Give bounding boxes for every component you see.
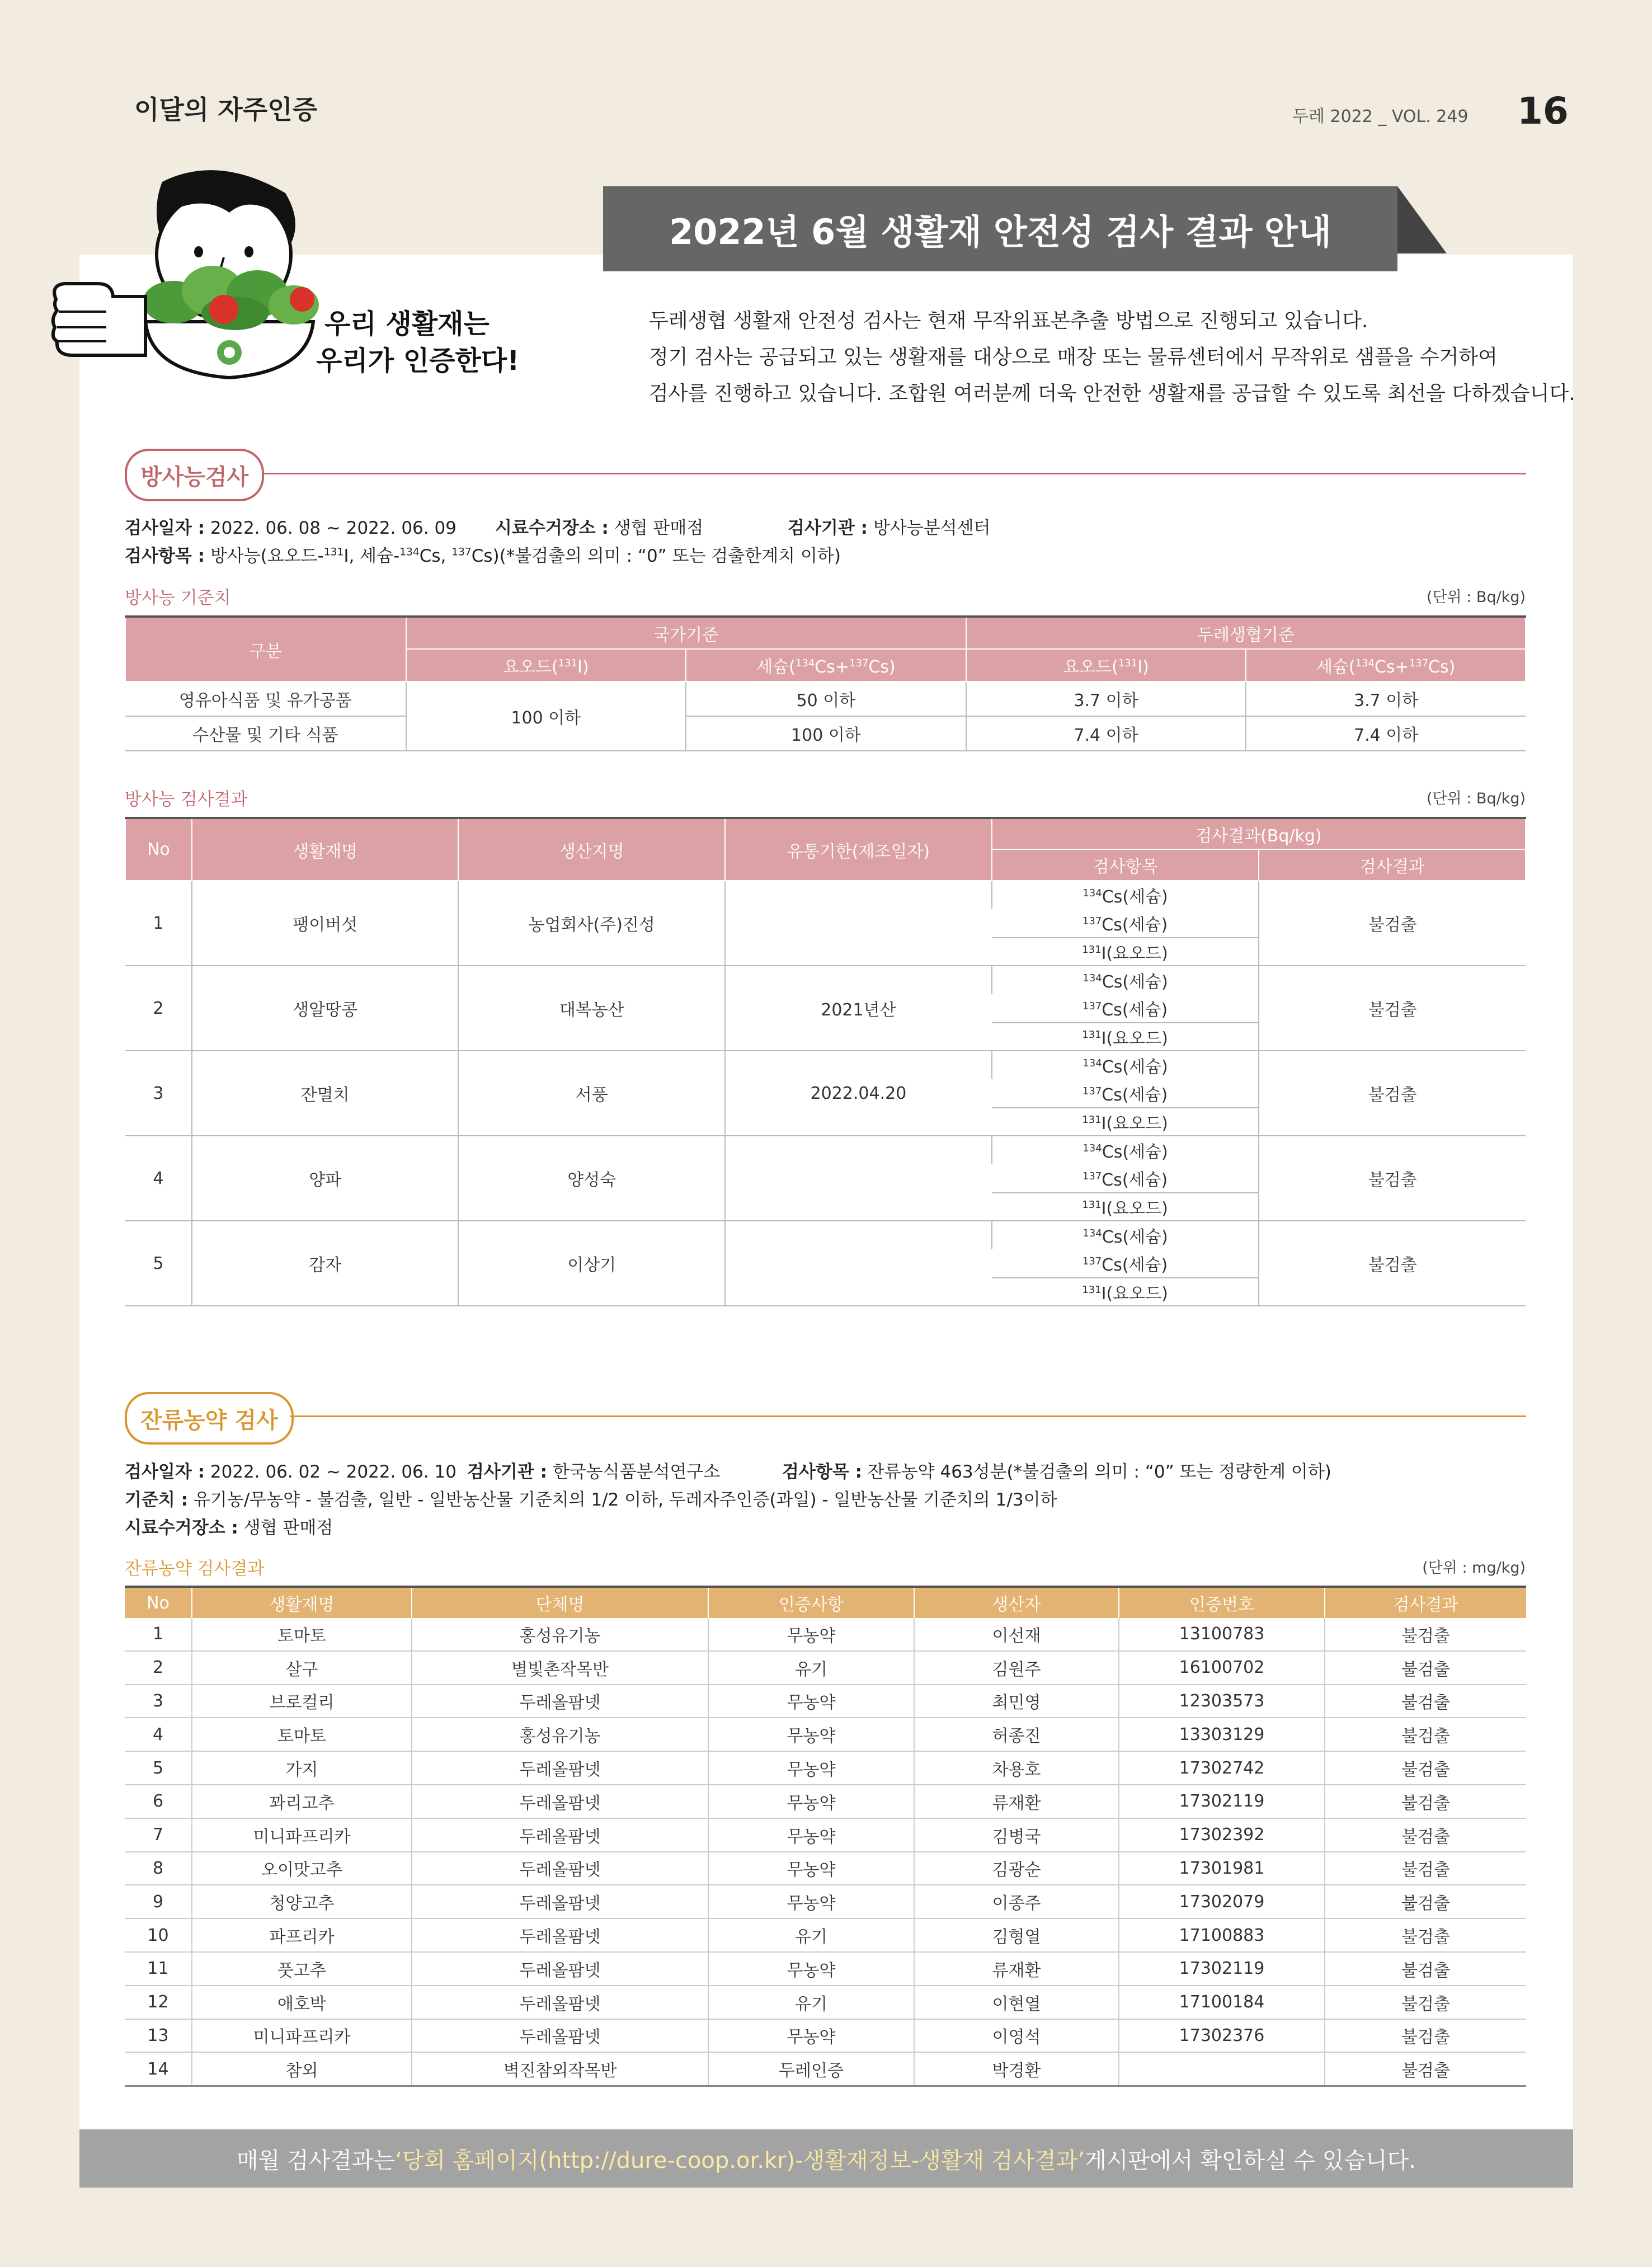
header-dure: 두레생협기준 [966, 617, 1526, 649]
table-cell: 살구 [192, 1651, 412, 1685]
pesticide-results-table [125, 1586, 1526, 2087]
table-cell: 풋고추 [192, 1952, 412, 1986]
banner-tab [1397, 186, 1447, 253]
table-cell: 미니파프리카 [192, 1818, 412, 1852]
intro-line: 정기 검사는 공급되고 있는 생활재를 대상으로 매장 또는 물류센터에서 무작위로 샘플을 수거하여 [649, 346, 1498, 369]
table-cell: 무농약 [708, 1685, 914, 1718]
header-cell: No [125, 1587, 192, 1618]
intro-line: 검사를 진행하고 있습니다. 조합원 여러분께 더욱 안전한 생활재를 공급할 수 있도록 최선을 다하겠습니다. [649, 382, 1575, 405]
table-cell: 이현열 [914, 1986, 1119, 2019]
table-cell: 이선재 [914, 1618, 1119, 1651]
table-cell: 유기 [708, 1651, 914, 1685]
table-cell: 17302742 [1119, 1751, 1325, 1785]
radiation-standards-table [125, 615, 1526, 751]
table-row [125, 1918, 1526, 1952]
table-cell: 7.4 이하 [1246, 716, 1526, 751]
table-cell: 브로컬리 [192, 1685, 412, 1718]
result-cell: 불검출 [1259, 966, 1526, 1051]
page-title: 2022년 6월 생활재 안전성 검사 결과 안내 [603, 186, 1397, 271]
table-cell: 미니파프리카 [192, 2019, 412, 2053]
header-result-group: 검사결과(Bq/kg) [992, 818, 1526, 849]
test-item-cell: $^{137}$Cs(세슘) [992, 994, 1259, 1023]
standards-unit: (단위 : Bq/kg) [1426, 589, 1526, 606]
table-cell: 1 [125, 881, 192, 966]
pesticide-section-title: 잔류농약 검사 [125, 1392, 294, 1445]
table-cell: 13100783 [1119, 1618, 1325, 1651]
table-cell: 17302392 [1119, 1818, 1325, 1852]
table-cell: 최민영 [914, 1685, 1119, 1718]
table-cell: 영유아식품 및 유가공품 [125, 681, 406, 716]
table-cell: 무농약 [708, 1885, 914, 1918]
meta-label: 검사항목 : [125, 546, 205, 566]
header-item: 생활재명 [192, 818, 459, 881]
table-cell: 김원주 [914, 1651, 1119, 1685]
table-cell: 12303573 [1119, 1685, 1325, 1718]
table-cell: 벽진참외작목반 [412, 2052, 708, 2086]
table-cell: 청양고추 [192, 1885, 412, 1918]
radiation-divider [262, 473, 1526, 474]
table-cell: 감자 [192, 1221, 459, 1306]
table-cell: 2022.04.20 [725, 1051, 992, 1136]
test-item-cell: $^{134}$Cs(세슘) [992, 881, 1259, 909]
meta-label: 검사항목 : [782, 1462, 862, 1482]
result-cell: 불검출 [1259, 1221, 1526, 1306]
table-cell: 별빛촌작목반 [412, 1651, 708, 1685]
table-row [125, 1852, 1526, 1885]
table-cell: 꽈리고추 [192, 1785, 412, 1818]
table-cell: 7.4 이하 [966, 716, 1246, 751]
table-cell: 두레올팜넷 [412, 1818, 708, 1852]
header-iodine: 요오드($^{131}$I) [966, 649, 1246, 681]
table-cell: 두레올팜넷 [412, 1986, 708, 2019]
table-cell: 3.7 이하 [966, 681, 1246, 716]
table-cell: 팽이버섯 [192, 881, 459, 966]
table-cell: 불검출 [1325, 2019, 1526, 2053]
header-cesium: 세슘($^{134}$Cs+$^{137}$Cs) [686, 649, 966, 681]
result-cell: 불검출 [1259, 1051, 1526, 1136]
pesticide-meta-criteria [125, 1485, 1057, 1511]
test-item-cell: $^{137}$Cs(세슘) [992, 1164, 1259, 1193]
result-cell: 불검출 [1259, 881, 1526, 966]
pesticide-meta-items [782, 1457, 1331, 1483]
table-cell: 9 [125, 1885, 192, 1918]
test-item-cell: $^{131}$I(요오드) [992, 938, 1259, 966]
meta-value: 유기농/무농약 - 불검출, 일반 - 일반농산물 기준치의 1/2 이하, 두레자주인증(과일) - 일반농산물 기준치의 1/3이하 [193, 1490, 1057, 1510]
table-cell: 두레올팜넷 [412, 1952, 708, 1986]
table-cell: 2 [125, 966, 192, 1051]
test-item-cell: $^{131}$I(요오드) [992, 1023, 1259, 1051]
table-cell: 불검출 [1325, 1618, 1526, 1651]
meta-label: 검사일자 : [125, 518, 205, 538]
test-item-cell: $^{134}$Cs(세슘) [992, 1136, 1259, 1164]
table-cell: 50 이하 [686, 681, 966, 716]
table-cell: 농업회사(주)진성 [458, 881, 725, 966]
test-item-cell: $^{137}$Cs(세슘) [992, 1249, 1259, 1278]
meta-value: 잔류농약 463성분(*불검출의 의미 : “0” 또는 정량한계 이하) [867, 1462, 1331, 1482]
table-cell: 5 [125, 1221, 192, 1306]
radiation-section-title: 방사능검사 [125, 449, 264, 501]
test-item-cell: $^{134}$Cs(세슘) [992, 966, 1259, 994]
footer-note [79, 2129, 1573, 2188]
standards-caption: 방사능 기준치 [125, 588, 231, 608]
table-cell [725, 1221, 992, 1306]
table-cell: 4 [125, 1718, 192, 1751]
header-no: No [125, 818, 192, 881]
table-cell: 3.7 이하 [1246, 681, 1526, 716]
table-cell: 14 [125, 2052, 192, 2086]
test-item-cell: $^{134}$Cs(세슘) [992, 1221, 1259, 1249]
header-cell: 단체명 [412, 1587, 708, 1618]
table-cell: 무농약 [708, 1952, 914, 1986]
table-cell: 불검출 [1325, 1718, 1526, 1751]
header-cell: 인증사항 [708, 1587, 914, 1618]
table-row [125, 1751, 1526, 1785]
slogan-line1: 우리 생활재는 [324, 308, 490, 340]
table-cell: 4 [125, 1136, 192, 1221]
meta-value: 2022. 06. 08 ~ 2022. 06. 09 [210, 518, 456, 538]
table-cell: 17100184 [1119, 1986, 1325, 2019]
meta-label: 시료수거장소 : [495, 518, 609, 538]
table-cell: 김형열 [914, 1918, 1119, 1952]
meta-label: 기준치 : [125, 1490, 189, 1510]
table-cell: 17302079 [1119, 1885, 1325, 1918]
table-cell [725, 881, 992, 966]
table-cell: 무농약 [708, 2019, 914, 2053]
table-cell: 두레인증 [708, 2052, 914, 2086]
intro-line: 두레생협 생활재 안전성 검사는 현재 무작위표본추출 방법으로 진행되고 있습니다. [649, 309, 1368, 332]
meta-value: 방사능(요오드-$^{131}$I, 세슘-$^{134}$Cs, $^{137}$Cs)(*불검출의 의미 : “0” 또는 검출한계치 이하) [210, 546, 841, 566]
table-row [125, 1818, 1526, 1852]
footer-suffix: 게시판에서 확인하실 수 있습니다. [1085, 2147, 1416, 2174]
meta-label: 검사기관 : [788, 518, 868, 538]
radiation-results-table [125, 817, 1526, 1306]
table-cell: 불검출 [1325, 1785, 1526, 1818]
table-cell: 불검출 [1325, 1986, 1526, 2019]
pesticide-meta-agency [467, 1457, 720, 1483]
table-cell: 무농약 [708, 1718, 914, 1751]
table-cell: 2 [125, 1651, 192, 1685]
header-cell: 인증번호 [1119, 1587, 1325, 1618]
results-caption: 방사능 검사결과 [125, 789, 248, 810]
table-cell: 12 [125, 1986, 192, 2019]
table-row [125, 1718, 1526, 1751]
table-cell: 토마토 [192, 1618, 412, 1651]
header-cell: 생산자 [914, 1587, 1119, 1618]
table-cell: 양파 [192, 1136, 459, 1221]
table-row [125, 1785, 1526, 1818]
table-cell: 불검출 [1325, 1885, 1526, 1918]
table-cell: 홍성유기농 [412, 1718, 708, 1751]
table-cell: 두레올팜넷 [412, 1885, 708, 1918]
table-cell: 11 [125, 1952, 192, 1986]
test-item-cell: $^{137}$Cs(세슘) [992, 1079, 1259, 1108]
table-cell: 토마토 [192, 1718, 412, 1751]
test-item-cell: $^{131}$I(요오드) [992, 1193, 1259, 1221]
test-item-cell: $^{131}$I(요오드) [992, 1278, 1259, 1306]
section-label: 이달의 자주인증 [134, 95, 318, 125]
table-cell: 양성숙 [458, 1136, 725, 1221]
header-test-item: 검사항목 [992, 849, 1259, 881]
table-cell: 두레올팜넷 [412, 1785, 708, 1818]
table-row [125, 1618, 1526, 1651]
table-cell: 두레올팜넷 [412, 2019, 708, 2053]
table-cell: 두레올팜넷 [412, 1852, 708, 1885]
meta-value: 한국농식품분석연구소 [552, 1462, 721, 1482]
table-row [125, 1986, 1526, 2019]
pesticide-caption: 잔류농약 검사결과 [125, 1559, 265, 1579]
header-cell: 검사결과 [1325, 1587, 1526, 1618]
page-number: 16 [1517, 90, 1569, 133]
footer-prefix: 매월 검사결과는 [237, 2147, 396, 2174]
test-item-cell: $^{134}$Cs(세슘) [992, 1051, 1259, 1079]
table-row [125, 1651, 1526, 1685]
table-cell: 무농약 [708, 1618, 914, 1651]
table-cell: 10 [125, 1918, 192, 1952]
table-cell: 박경환 [914, 2052, 1119, 2086]
table-cell: 불검출 [1325, 1918, 1526, 1952]
table-cell: 불검출 [1325, 1852, 1526, 1885]
table-cell: 1 [125, 1618, 192, 1651]
table-row [125, 2052, 1526, 2086]
table-cell [725, 1136, 992, 1221]
table-cell: 13303129 [1119, 1718, 1325, 1751]
pesticide-meta-date [125, 1457, 456, 1483]
table-cell: 무농약 [708, 1818, 914, 1852]
header-producer: 생산지명 [458, 818, 725, 881]
table-row [125, 1952, 1526, 1986]
radiation-meta-line1 [125, 514, 456, 539]
table-cell: 불검출 [1325, 1818, 1526, 1852]
table-cell: 16100702 [1119, 1651, 1325, 1685]
issue-label: 두레 2022 _ VOL. 249 [1292, 107, 1469, 126]
header-iodine: 요오드($^{131}$I) [406, 649, 686, 681]
table-cell: 100 이하 [686, 716, 966, 751]
table-cell: 차용호 [914, 1751, 1119, 1785]
table-cell: 두레올팜넷 [412, 1685, 708, 1718]
table-cell: 무농약 [708, 1852, 914, 1885]
test-item-cell: $^{137}$Cs(세슘) [992, 909, 1259, 938]
pesticide-divider [290, 1415, 1526, 1417]
table-cell: 유기 [708, 1918, 914, 1952]
table-cell: 3 [125, 1685, 192, 1718]
table-cell: 불검출 [1325, 1952, 1526, 1986]
header-category: 구분 [125, 617, 406, 681]
header-national: 국가기준 [406, 617, 966, 649]
table-cell: 7 [125, 1818, 192, 1852]
header-cesium: 세슘($^{134}$Cs+$^{137}$Cs) [1246, 649, 1526, 681]
table-cell: 17301981 [1119, 1852, 1325, 1885]
meta-value: 생협 판매점 [243, 1518, 333, 1538]
meta-label: 검사일자 : [125, 1462, 205, 1482]
table-cell: 류재환 [914, 1952, 1119, 1986]
meta-value: 2022. 06. 02 ~ 2022. 06. 10 [210, 1462, 456, 1482]
meta-value: 생협 판매점 [614, 518, 704, 538]
table-cell: 무농약 [708, 1785, 914, 1818]
meta-value: 방사능분석센터 [873, 518, 991, 538]
result-cell: 불검출 [1259, 1136, 1526, 1221]
table-cell: 오이맛고추 [192, 1852, 412, 1885]
table-cell: 애호박 [192, 1986, 412, 2019]
table-cell: 이상기 [458, 1221, 725, 1306]
table-cell: 이종주 [914, 1885, 1119, 1918]
table-cell: 17302376 [1119, 2019, 1325, 2053]
table-cell: 무농약 [708, 1751, 914, 1785]
table-cell: 불검출 [1325, 2052, 1526, 2086]
table-cell: 100 이하 [406, 681, 686, 751]
table-row [125, 1885, 1526, 1918]
table-cell: 대복농산 [458, 966, 725, 1051]
table-cell: 2021년산 [725, 966, 992, 1051]
meta-label: 시료수거장소 : [125, 1518, 238, 1538]
table-cell: 김광순 [914, 1852, 1119, 1885]
results-unit: (단위 : Bq/kg) [1426, 790, 1526, 807]
table-cell: 잔멸치 [192, 1051, 459, 1136]
radiation-meta-agency [788, 514, 990, 539]
table-cell: 가지 [192, 1751, 412, 1785]
table-cell: 불검출 [1325, 1685, 1526, 1718]
table-cell: 3 [125, 1051, 192, 1136]
table-cell: 17302119 [1119, 1952, 1325, 1986]
table-cell: 두레올팜넷 [412, 1751, 708, 1785]
table-cell: 두레올팜넷 [412, 1918, 708, 1952]
table-cell: 불검출 [1325, 1651, 1526, 1685]
table-cell: 서풍 [458, 1051, 725, 1136]
table-cell: 생알땅콩 [192, 966, 459, 1051]
table-cell: 류재환 [914, 1785, 1119, 1818]
header-expiry: 유통기한(제조일자) [725, 818, 992, 881]
radiation-meta-place [495, 514, 703, 539]
table-cell: 6 [125, 1785, 192, 1818]
pesticide-meta-place [125, 1513, 333, 1539]
table-cell [1119, 2052, 1325, 2086]
table-cell: 김병국 [914, 1818, 1119, 1852]
pesticide-unit: (단위 : mg/kg) [1422, 1559, 1526, 1577]
slogan-line2: 우리가 인증한다! [316, 345, 520, 377]
table-cell: 17302119 [1119, 1785, 1325, 1818]
table-cell: 13 [125, 2019, 192, 2053]
table-row [125, 2019, 1526, 2053]
table-cell: 8 [125, 1852, 192, 1885]
table-cell: 17100883 [1119, 1918, 1325, 1952]
table-cell: 홍성유기농 [412, 1618, 708, 1651]
table-cell: 유기 [708, 1986, 914, 2019]
table-cell: 이영석 [914, 2019, 1119, 2053]
table-cell: 파프리카 [192, 1918, 412, 1952]
test-item-cell: $^{131}$I(요오드) [992, 1108, 1259, 1136]
meta-label: 검사기관 : [467, 1462, 547, 1482]
table-cell: 허종진 [914, 1718, 1119, 1751]
table-row [125, 1685, 1526, 1718]
header-test-result: 검사결과 [1259, 849, 1526, 881]
table-cell: 참외 [192, 2052, 412, 2086]
header-cell: 생활재명 [192, 1587, 412, 1618]
radiation-meta-items [125, 542, 841, 567]
table-cell: 수산물 및 기타 식품 [125, 716, 406, 751]
footer-link-text: ‘당회 홈페이지(http://dure-coop.or.kr)-생활재정보-생활재 검사결과’ [395, 2147, 1085, 2174]
mascot-illustration [50, 159, 341, 394]
table-cell: 불검출 [1325, 1751, 1526, 1785]
table-cell: 5 [125, 1751, 192, 1785]
